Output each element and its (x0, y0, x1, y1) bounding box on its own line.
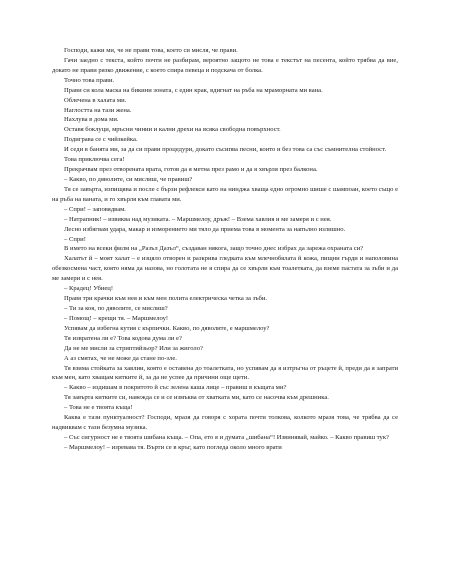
paragraph: Каква е тази пунктуалност? Господи, мразя да говоря с хората почти толкова, колкото мразя това, че трябва да се надвиквам с тази безумна музика. (52, 414, 398, 432)
paragraph: Господи, кажи ми, че не прави това, което си мисля, че прави. (64, 47, 238, 54)
paragraph: – Ти за коя, по дяволите, се мислиш? (64, 304, 168, 312)
paragraph: А аз смятах, че не може да стане по-зле. (64, 354, 177, 362)
paragraph: Успявам да избегна кутия с кърпички. Какво, по дяволите, е маршмелоу? (64, 324, 270, 332)
paragraph: – Какво, по дяволите, си мислиш, че правиш? (64, 175, 193, 183)
paragraph: – Какво – издишам в покритото й със зелена каша лице – правиш в къщата ми? (64, 384, 287, 392)
paragraph: – Натрапник! – извиква над музиката. – Маршмелоу, дръж! – Взема хавлия и ме замеря и с нея. (64, 215, 332, 223)
paragraph: – Това не е твоята къща! (64, 404, 133, 412)
paragraph: – Маршмелоу! – изревава тя. Върти се в кръг, като погледа около много врати (64, 443, 282, 451)
paragraph: – Спри! – заповядвам. (64, 205, 126, 213)
paragraph: Наглостта на тази жена. (64, 106, 132, 114)
paragraph: И седи в банята ми, за да си прави процедури, докато съсипва песни, които и без това са със съмнителна стойност. (64, 146, 387, 154)
paragraph: Правя три крачки към нея и към мен полита електрическа четка за зъби. (64, 295, 268, 303)
paragraph: – Спри! (64, 235, 86, 243)
paragraph: Това приключва сега! (64, 156, 125, 164)
body-text (52, 46, 398, 453)
paragraph: – Крадец! Убиец! (64, 285, 114, 293)
paragraph: Лесно избягвам удара, макар и изморението ми тяло да приема това в момента за напълно излишно. (64, 225, 346, 233)
paragraph: Оставя боклуци, мръсни чинии и кални дрехи на всяка свободна повърхност. (64, 126, 281, 134)
paragraph: Подиграва се с чийзкейка. (64, 136, 138, 144)
paragraph: Прекрачвам през отворената врата, готов да я метна през рамо и да я хвърля през балкона. (64, 166, 318, 174)
paragraph: Облечена в халата ми. (64, 96, 127, 104)
paragraph: Тя се завърта, изпищява и после с бързи рефлекси като на нинджа хваща едно огромно шише с шампоан, което също е на ръба на ваната, и го хвърля към главата ми. (52, 185, 398, 203)
paragraph: – Помощ! – крещи тя. – Маршмелоу! (64, 314, 169, 322)
paragraph: Тя взима стойката за хавлии, която е оставена до тоалетката, но успявам да я изтръгна от ръцете й, преди да я запрати към мен, като хващам китките й, за да не успее да причини още щети. (52, 364, 398, 382)
paragraph: Халатът й – моят халат – е изцяло отворен и разкрива гледката към млечнобялата й кожа, пищни гърди и наполовина обезкосмена част, която няма да назова, но голотата не я спира да се хвърли към тоалетката, да вземе пастата за зъби и да ме замери и с нея. (52, 255, 398, 283)
paragraph: Тя извратена ли е? Това кодова дума ли е? (64, 334, 182, 342)
paragraph: В името на всеки филм на „Разъл Дазъл“, създаван някога, защо точно днес избрах да зарежа охраната си? (64, 245, 364, 253)
paragraph: Прави си кола маска на бикини зоната, с един крак, вдигнат на ръба на мраморната ми вана. (64, 86, 323, 94)
paragraph: Тя завърта китките си, навежда се и се измъква от хватката ми, като се насочва към дрешника. (64, 394, 329, 402)
paragraph: Нахлува в дома ми. (64, 116, 119, 124)
paragraph: Да не ме мисли за стриптийзьор? Или за жиголо? (64, 344, 203, 352)
paragraph: Гачи заедно с текста, който почти не разбирам, вероятно защото не това е текстът на песента, който трябва да вие, докато не прави рязко движение, с което спира певеца и подскача от болка. (52, 56, 398, 74)
paragraph: Точно това прави. (64, 76, 115, 84)
paragraph: – Със сигурност не е твоята шибана къща. – Опа, ето я и думата „шибана“! Извинявай, майко. – Какво правиш тук? (64, 433, 389, 441)
